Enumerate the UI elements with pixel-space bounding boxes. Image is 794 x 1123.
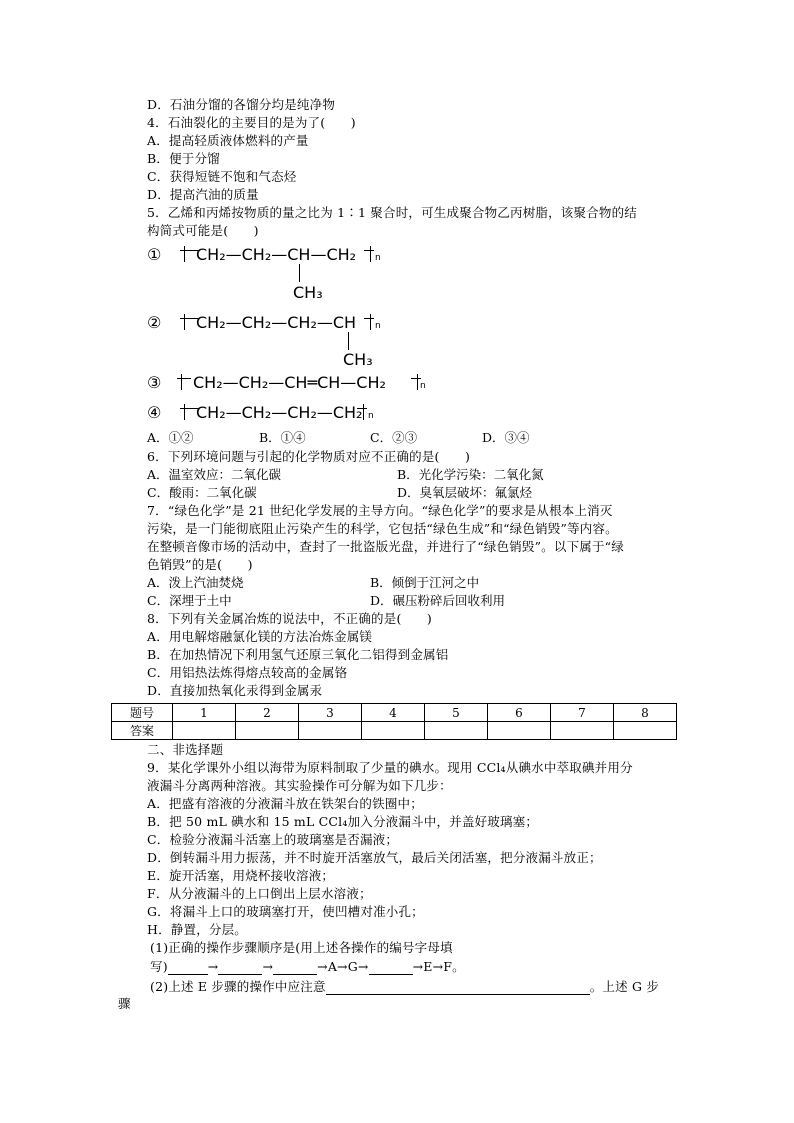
q7-line1: 7．“绿色化学”是 21 世纪化学发展的主导方向。“绿色化学”的要求是从根本上消灭 [147,503,613,518]
answer-cell[interactable] [425,722,488,740]
q6-option-c: C．酸雨：二氧化碳 [147,485,257,500]
formula-1-number: ① [147,245,162,264]
q8-option-a: A．用电解熔融氯化镁的方法冶炼金属镁 [147,629,373,644]
q6-option-a: A．温室效应：二氧化碳 [147,467,282,482]
q9-line1: 9．某化学课外小组以海带为原料制取了少量的碘水。现用 CCl₄从碘水中萃取碘并用分 [147,760,633,775]
q5-option-d: D．③④ [482,430,530,445]
sub1-end: →E→F。 [412,959,465,974]
q9-step-a: A．把盛有溶液的分液漏斗放在铁架台的铁圈中； [147,796,423,811]
answer-blank-5[interactable] [326,978,590,995]
answer-table-header-row [112,704,677,722]
q4-stem: 4．石油裂化的主要目的是为了( ) [147,115,356,130]
sub2-suffix: 。上述 G 步 [589,979,660,994]
q9-sub1-blanks [150,958,465,975]
answer-table-label-number: 题号 [112,704,173,722]
q6-option-b: B．光化学污染：二氧化氮 [397,467,544,482]
answer-blank-1[interactable] [168,958,208,975]
q7-option-b: B．倾倒于江河之中 [370,575,480,590]
q4-option-b: B．便于分馏 [147,151,220,166]
sub1-mid: →A→G→ [317,959,369,974]
q8-stem: 8．下列有关金属冶炼的说法中，不正确的是( ) [147,611,433,626]
q9-step-d: D．倒转漏斗用力振荡，并不时旋开活塞放气，最后关闭活塞，把分液漏斗放正； [147,850,602,865]
arrow: → [207,959,219,974]
formula-4-number: ④ [147,403,162,422]
q5-option-b: B．①④ [259,430,306,445]
answer-cell[interactable] [362,722,425,740]
formula-1-n: n [375,253,381,263]
q9-sub2 [150,978,659,995]
answer-cell[interactable] [299,722,362,740]
answer-table-number: 1 [173,704,236,722]
q9-sub2-continued: 骤 [118,996,131,1011]
q7-line2: 污染，是一门能彻底阻止污染产生的科学，它包括“绿色生成”和“绿色销毁”等内容。 [147,521,618,536]
answer-table-number: 2 [236,704,299,722]
q9-step-h: H．静置，分层。 [147,922,248,937]
q8-option-d: D．直接加热氧化汞得到金属汞 [147,683,323,698]
q7-line3: 在整顿音像市场的活动中，查封了一批盗版光盘，并进行了“绿色销毁”。以下属于“绿 [147,539,624,554]
formula-2-chain: CH₂—CH₂—CH₂—CH [196,313,357,332]
sub2-prefix: (2)上述 E 步骤的操作中应注意 [150,979,326,994]
q9-line2: 液漏斗分离两种溶液。其实验操作可分解为如下几步： [147,778,452,793]
q7-option-c: C．深埋于土中 [147,593,232,608]
q9-step-c: C．检验分液漏斗活塞上的玻璃塞是否漏液； [147,832,399,847]
q4-option-d: D．提高汽油的质量 [147,187,259,202]
answer-table-number: 6 [488,704,551,722]
q5-option-c: C．②③ [370,430,418,445]
q5-option-a: A．①② [147,430,194,445]
q5-stem-line1: 5．乙烯和丙烯按物质的量之比为 1∶1 聚合时，可生成聚合物乙丙树脂，该聚合物的结 [147,205,638,220]
q4-option-a: A．提高轻质液体燃料的产量 [147,133,309,148]
formula-3-chain: CH₂—CH₂—CH═CH—CH₂ [193,373,386,392]
answer-blank-4[interactable] [369,958,413,975]
formula-1-right-bracket [364,250,374,262]
formula-3-n: n [420,381,426,391]
q9-step-f: F．从分液漏斗的上口倒出上层水溶液； [147,886,372,901]
formula-1-branch: CH₃ [293,283,323,302]
q9-step-g: G．将漏斗上口的玻璃塞打开，使凹槽对准小孔； [147,904,424,919]
q7-option-d: D．碾压粉碎后回收利用 [370,593,506,608]
formula-1-chain: CH₂—CH₂—CH—CH₂ [196,245,357,264]
q6-stem: 6．下列环境问题与引起的化学物质对应不正确的是( ) [147,449,471,464]
q4-option-c: C．获得短链不饱和气态烃 [147,169,297,184]
formula-2-number: ② [147,313,162,332]
sub1-prefix: 写) [150,959,168,974]
formula-2-right-bracket [364,318,374,330]
q7-option-a: A．泼上汽油焚烧 [147,575,244,590]
answer-cell[interactable] [236,722,299,740]
formula-2-n: n [375,321,381,331]
formula-2-branch: CH₃ [343,350,373,369]
q9-step-e: E．旋开活塞，用烧杯接收溶液； [147,868,335,883]
formula-2-branch-bond [348,332,349,350]
answer-table-answer-row [112,722,677,740]
answer-cell[interactable] [173,722,236,740]
q5-stem-line2: 构简式可能是( ) [147,223,259,238]
answer-cell[interactable] [551,722,614,740]
answer-table-number: 8 [614,704,677,722]
answer-table-number: 3 [299,704,362,722]
answer-cell[interactable] [488,722,551,740]
section-2-title: 二、非选择题 [147,742,224,757]
answer-blank-2[interactable] [218,958,262,975]
q8-option-b: B．在加热情况下利用氢气还原三氧化二铝得到金属铝 [147,647,449,662]
answer-table-number: 5 [425,704,488,722]
answer-table-number: 7 [551,704,614,722]
q3-option-d: D．石油分馏的各馏分均是纯净物 [147,97,336,112]
answer-table-number: 4 [362,704,425,722]
q6-option-d: D．臭氧层破坏：氟氯烃 [397,485,533,500]
answer-blank-3[interactable] [273,958,317,975]
q8-option-c: C．用铝热法炼得熔点较高的金属铬 [147,665,348,680]
q9-step-b: B．把 50 mL 碘水和 15 mL CCl₄加入分液漏斗中，并盖好玻璃塞； [147,814,539,829]
answer-table [111,703,677,740]
formula-1-branch-bond [299,264,300,282]
formula-3-left-bracket [177,378,191,390]
formula-4-right-bracket [357,408,367,420]
formula-4-chain: CH₂—CH₂—CH₂—CH₂ [196,403,363,422]
arrow: → [262,959,274,974]
answer-table-label-answer: 答案 [112,722,173,740]
formula-4-n: n [368,411,374,421]
answer-cell[interactable] [614,722,677,740]
q7-line4: 色销毁”的是( ) [147,557,253,572]
formula-3-number: ③ [147,373,162,392]
q9-sub1: (1)正确的操作步骤顺序是(用上述各操作的编号字母填 [150,940,453,955]
